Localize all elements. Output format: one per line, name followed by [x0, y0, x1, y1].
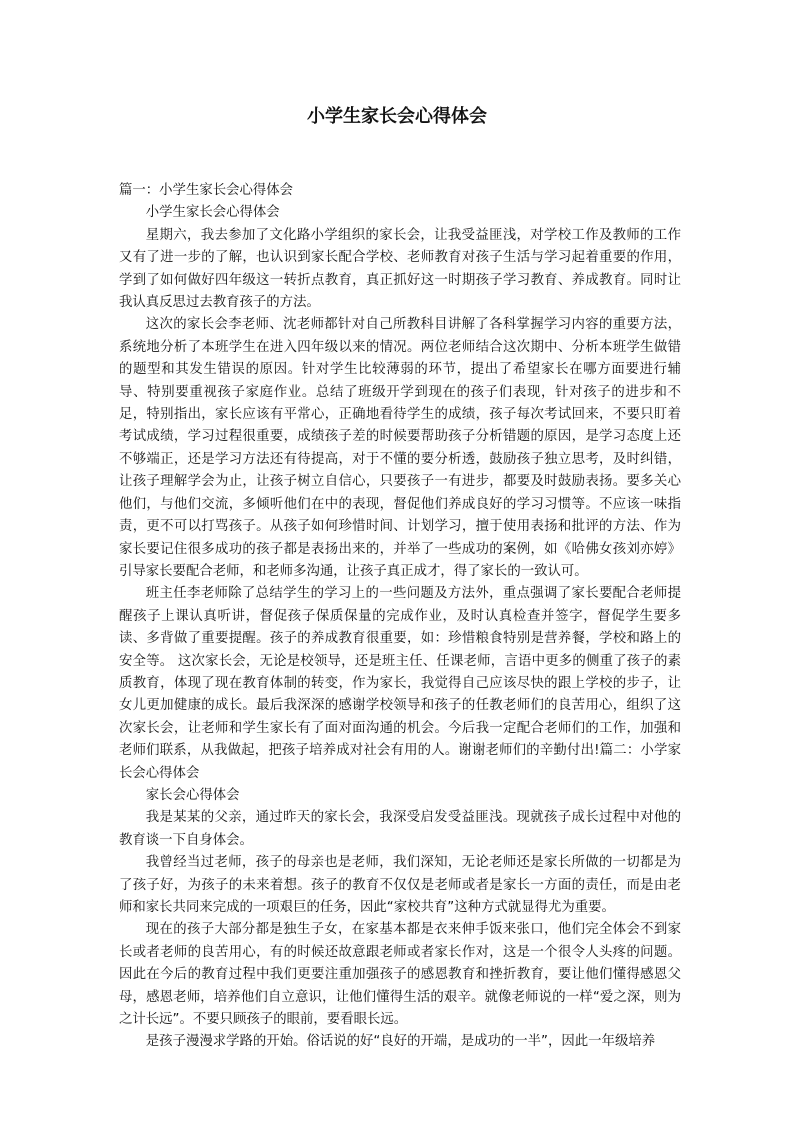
document-title: 小学生家长会心得体会: [307, 106, 487, 127]
paragraph: 家长会心得体会: [145, 787, 240, 803]
paragraph: 我曾经当过老师，孩子的母亲也是老师，我们深知，无论老师还是家长所做的一切都是为了孩子好，为孩子的未来着想。孩子的教育不仅仅是老师或者是家长一方面的责任，而是由老师和家长共同来完成的一项艰巨的任务，因此“家校共育”这种方式就显得尤为重要。: [119, 855, 681, 915]
paragraph: 小学生家长会心得体会: [145, 205, 280, 221]
paragraph: 星期六，我去参加了文化路小学组织的家长会，让我受益匪浅，对学校工作及教师的工作又有了进一步的了解，也认识到家长配合学校、老师教育对孩子生活与学习起着重要的作用，学到了如何做好四年级这一转折点教育，真正抓好这一时期孩子学习教育、养成教育。同时让我认真反思过去教育孩子的方法。: [119, 227, 681, 311]
section-heading: 篇一：小学生家长会心得体会: [119, 183, 294, 198]
paragraph: 是孩子漫漫求学路的开始。俗话说的好“良好的开端，是成功的一半”，因此一年级培养: [145, 1034, 656, 1050]
paragraph: 班主任李老师除了总结学生的学习上的一些问题及方法外，重点强调了家长要配合老师提醒孩子上课认真听讲，督促孩子保质保量的完成作业，及时认真检查并签字，督促学生要多读、多背做了重要提醒。孩子的养成教育很重要，如：珍惜粮食特别是营养餐，学校和路上的安全等。 这次家长会，无论是校领导，还是班主任、任课老师，言语中更多的侧重了孩子的素质教育，体现了现在教育体制的转变，作为家长，我觉得自己应该尽快的跟上学校的步子，让女儿更加健康的成长。最后我深深的感谢学校领导和孩子的任教老师们的良苦用心，组织了这次家长会，让老师和学生家长有了面对面沟通的机会。今后我一定配合老师们的工作，加强和老师们联系，从我做起，把孩子培养成对社会有用的人。谢谢老师们的辛勤付出!篇二：小学家长会心得体会: [119, 586, 681, 781]
document-body: [119, 180, 681, 1054]
paragraph: 这次的家长会李老师、沈老师都针对自己所教科目讲解了各科掌握学习内容的重要方法，系统地分析了本班学生在进入四年级以来的情况。两位老师结合这次期中、分析本班学生做错的题型和其发生错误的原因。针对学生比较薄弱的环节，提出了希望家长在哪方面要进行辅导、特别要重视孩子家庭作业。总结了班级开学到现在的孩子们表现，针对孩子的进步和不足，特别指出，家长应该有平常心，正确地看待学生的成绩，孩子每次考试回来，不要只盯着考试成绩，学习过程很重要，成绩孩子差的时候要帮助孩子分析错题的原因，是学习态度上还不够端正，还是学习方法还有待提高，对于不懂的要分析透，鼓励孩子独立思考，及时纠错，让孩子理解学会为止，让孩子树立自信心，只要孩子一有进步，都要及时鼓励表扬。要多关心他们，与他们交流，多倾听他们在中的表现，督促他们养成良好的学习习惯等。不应该一味指责，更不可以打骂孩子。从孩子如何珍惜时间、计划学习，擅于使用表扬和批评的方法、作为家长要记住很多成功的孩子都是表扬出来的，并举了一些成功的案例，如《哈佛女孩刘亦婷》引导家长要配合老师，和老师多沟通，让孩子真正成才，得了家长的一致认可。: [119, 317, 681, 579]
paragraph: 我是某某的父亲，通过昨天的家长会，我深受启发受益匪浅。现就孩子成长过程中对他的教育谈一下自身体会。: [119, 810, 681, 848]
paragraph: 现在的孩子大部分都是独生子女，在家基本都是衣来伸手饭来张口，他们完全体会不到家长或者老师的良苦用心，有的时候还故意跟老师或者家长作对，这是一个很令人头疼的问题。因此在今后的教育过程中我们更要注重加强孩子的感恩教育和挫折教育，要让他们懂得感恩父母，感恩老师，培养他们自立意识，让他们懂得生活的艰辛。就像老师说的一样“爱之深，则为之计长远”。不要只顾孩子的眼前，要看眼长远。: [119, 922, 681, 1028]
